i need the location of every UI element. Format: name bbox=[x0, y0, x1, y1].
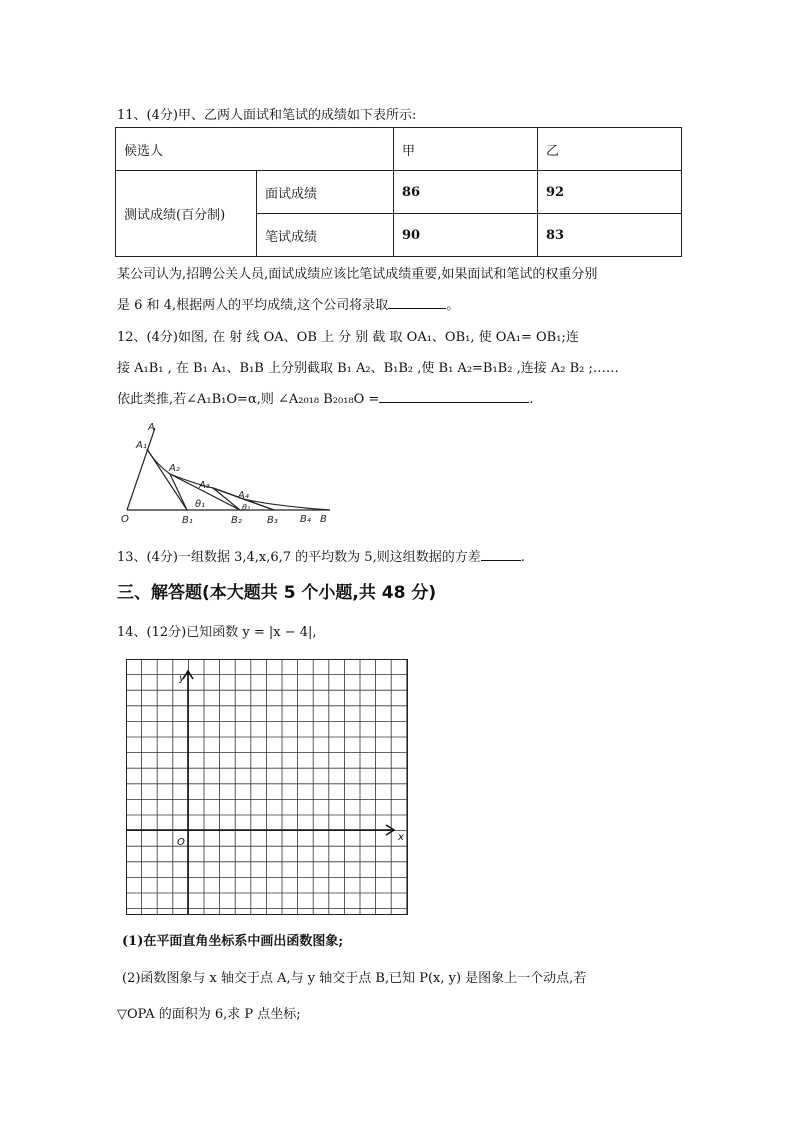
q11-text1: 某公司认为,招聘公关人员,面试成绩应该比笔试成绩重要,如果面试和笔试的权重分别 bbox=[117, 267, 598, 282]
label-B3: B₃ bbox=[267, 515, 278, 526]
row1-yi-value: 92 bbox=[538, 171, 682, 214]
q13-text bbox=[117, 546, 525, 565]
col-header-jia: 甲 bbox=[394, 128, 538, 171]
label-A: A bbox=[148, 422, 155, 433]
origin-label: O bbox=[177, 837, 185, 848]
label-A3: A₃ bbox=[199, 480, 210, 491]
answer-blank bbox=[481, 548, 521, 561]
label-O: O bbox=[121, 514, 129, 525]
axis-label-x: x bbox=[398, 832, 404, 843]
q11-text2-main: 是 6 和 4,根据两人的平均成绩,这个公司将录取 bbox=[117, 298, 389, 313]
q14-part2-line1: (2)函数图象与 x 轴交于点 A,与 y 轴交于点 B,已知 P(x, y) 是图象上一个动点,若 bbox=[122, 971, 587, 986]
q12-line3-main: 依此类推,若∠A₁B₁O=α,则 ∠A₂₀₁₈ B₂₀₁₈O = bbox=[117, 392, 380, 407]
answer-blank bbox=[379, 390, 529, 403]
q12-line2: 接 A₁B₁ , 在 B₁ A₁、B₁B 上分别截取 B₁ A₂、B₁B₂ ,使 B₁ A₂=B₁B₂ ,连接 A₂ B₂ ;…… bbox=[117, 361, 619, 376]
q11-text2 bbox=[117, 294, 459, 313]
row1-label: 面试成绩 bbox=[257, 171, 394, 214]
row1-jia-value: 86 bbox=[394, 171, 538, 214]
row-group-label: 测试成绩(百分制) bbox=[116, 171, 257, 257]
label-B: B bbox=[320, 514, 327, 525]
q12-line3-end: . bbox=[529, 392, 534, 407]
q11-text2-end: 。 bbox=[446, 298, 460, 313]
q14-part2-line2: ▽OPA 的面积为 6,求 P 点坐标; bbox=[117, 1007, 301, 1022]
label-B2: B₂ bbox=[231, 515, 242, 526]
ray-figure bbox=[115, 418, 340, 530]
q14-part1: (1)在平面直角坐标系中画出函数图象; bbox=[122, 934, 344, 949]
row2-yi-value: 83 bbox=[538, 214, 682, 257]
label-B4: B₄ bbox=[300, 514, 311, 525]
candidate-header: 候选人 bbox=[116, 128, 394, 171]
score-table bbox=[115, 127, 682, 257]
row2-jia-value: 90 bbox=[394, 214, 538, 257]
label-A4: A₄ bbox=[238, 490, 249, 501]
label-B1: B₁ bbox=[182, 515, 193, 526]
q11-header: 11、(4分)甲、乙两人面试和笔试的成绩如下表所示: bbox=[117, 108, 417, 123]
row2-label: 笔试成绩 bbox=[257, 214, 394, 257]
q12-line1: 12、(4分)如图, 在 射 线 OA、OB 上 分 别 截 取 OA₁、OB₁, 使 OA₁= OB₁;连 bbox=[117, 330, 579, 345]
q13-main: 13、(4分)一组数据 3,4,x,6,7 的平均数为 5,则这组数据的方差 bbox=[117, 550, 481, 565]
q12-line3 bbox=[117, 388, 533, 407]
section-title: 三、解答题(本大题共 5 个小题,共 48 分) bbox=[117, 583, 437, 603]
col-header-yi: 乙 bbox=[538, 128, 682, 171]
label-theta2: θ₂ bbox=[242, 503, 251, 512]
q13-end: . bbox=[520, 550, 525, 565]
label-A2: A₂ bbox=[169, 463, 180, 474]
answer-blank bbox=[388, 296, 446, 309]
axis-label-y: y bbox=[179, 673, 185, 684]
coordinate-grid bbox=[126, 659, 408, 915]
label-theta1: θ₁ bbox=[195, 499, 206, 510]
label-A1: A₁ bbox=[136, 440, 147, 451]
q14-header: 14、(12分)已知函数 y = |x − 4|, bbox=[117, 625, 317, 640]
